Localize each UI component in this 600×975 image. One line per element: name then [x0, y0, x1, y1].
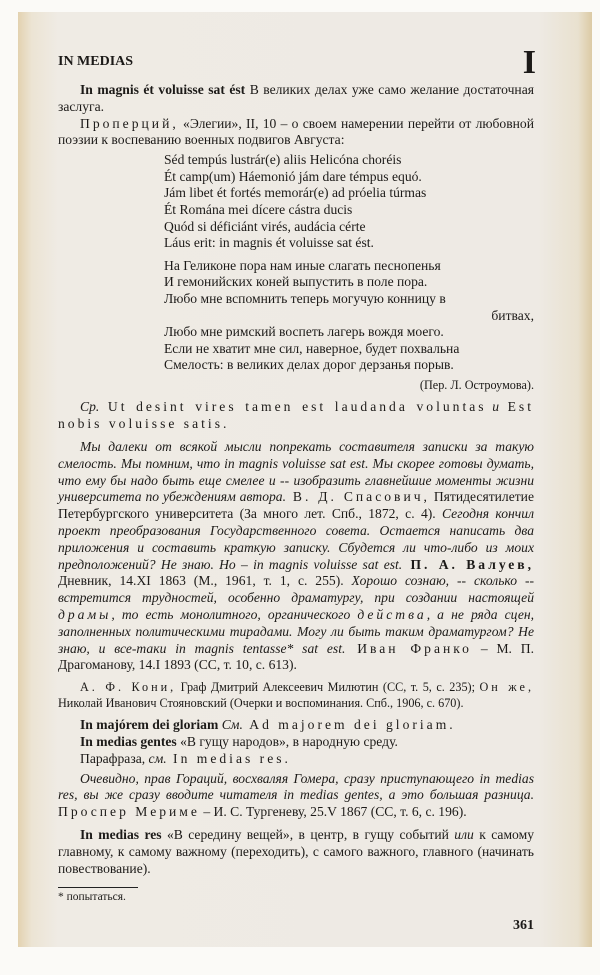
- paraphrase-note: [58, 751, 534, 768]
- cf-label: Ср.: [80, 399, 100, 415]
- verse-line: Любо мне римский воспеть лагерь вождя моего.: [164, 324, 444, 340]
- merimee-quote: [58, 771, 534, 821]
- verse-line: Jám libet ét fortés memorár(e) ad próelia túrmas: [164, 185, 427, 201]
- quote-source: – И. С. Тургеневу, 25.V 1867 (СС, т. 6, с. 196).: [199, 804, 467, 820]
- cf-phrase: Ut desint vires tamen est laudanda voluntas: [99, 399, 487, 415]
- entry-in-medias-gentes: [58, 734, 534, 751]
- quote: Сегодня кончил проект преобразования Государственного совета. Остается написать два приложения и составить краткую записку. Сбудется ли что-либо из моих предположений? Не знаю. Но – in magnis voluisse sat est.: [58, 506, 535, 572]
- running-title: IN MEDIAS: [58, 54, 134, 69]
- see-label: см.: [148, 750, 167, 766]
- ref-text: Николай Иванович Стояновский (Очерки и воспоминания. Спб., 1906, с. 670).: [58, 695, 464, 710]
- translation: «В середину вещей», в центр, в гущу событий: [161, 826, 455, 842]
- compare-paragraph: [58, 399, 534, 433]
- see-label: См.: [218, 717, 243, 733]
- text-column: [58, 0, 534, 935]
- page-number: 361: [513, 918, 534, 934]
- ref-same: Он же,: [479, 680, 534, 695]
- quote: Мы далеки от всякой мысли попрекать составителя записки за такую смелость. Мы помним, что in magnis voluisse sat est. Мы скорее готовы думать, что ему бы надо быть еще смелее и -- изобразить главнейшие моменты жизни университета по убеждениям автора.: [58, 439, 534, 505]
- source-paragraph: [58, 116, 534, 150]
- quote: , то есть монолитного, органического: [111, 606, 358, 622]
- quote: Очевидно, прав Гораций, восхваляя Гомера, сразу приступающего in medias res, вы же сразу вводите читателя in medias gentes, а это большая разница.: [58, 770, 534, 803]
- translator-credit: (Пер. Л. Остроумова).: [419, 377, 534, 392]
- quote: , а не ряда сцен, заполненных политическими тирадами. Могу ли быть таким драматургом? Не знаю, и все-таки in magnis tentasse* sat est.: [58, 606, 534, 656]
- entry-in-medias-res: [58, 827, 534, 877]
- quote-emph: драмы: [58, 606, 112, 622]
- headword: In medias res: [80, 826, 162, 842]
- footnote-rule: [58, 887, 138, 888]
- source-text: «Элегии», II, 10 – о своем намерении перейти от любовной поэзии к воспеванию военных подвигов Августа:: [58, 115, 534, 148]
- section-letter: I: [522, 44, 536, 81]
- footnote-mark: *: [58, 891, 64, 904]
- cross-reference: In medias res.: [166, 750, 291, 766]
- source-author: Проперций,: [80, 115, 179, 131]
- ref-author: А. Ф. Кони,: [80, 680, 177, 695]
- verse-line: На Геликоне пора нам иные слагать песнопенья: [164, 257, 441, 273]
- entry-in-majorem: [58, 717, 534, 734]
- ref-text: Граф Дмитрий Алексеевич Милютин (СС, т. 5, с. 235);: [176, 680, 480, 695]
- translation: В великих делах уже само желание достаточная заслуга.: [58, 82, 534, 114]
- verse-line: Любо мне вспомнить теперь могучую конницу в: [164, 290, 446, 306]
- or-label: или: [454, 826, 474, 842]
- note: Парафраза,: [80, 750, 149, 766]
- headword: In majórem dei gloriam: [80, 717, 219, 733]
- quote-source: Пятидесятилетие Петербургского университета (За много лет. Спб., 1872, с. 4).: [58, 489, 534, 522]
- verse-line: Смелость: в великих делах дорог дерзанья порыв.: [164, 357, 454, 373]
- verse-line: Quód si déficiánt virés, audácia cérte: [164, 218, 366, 234]
- cf-and: и: [492, 399, 499, 415]
- verse-line: И гемонийских коней выпустить в поле пора.: [164, 274, 428, 290]
- quote-author: Проспер Мериме: [58, 804, 200, 820]
- verse-line: Ét camp(um) Háemonió jám dare témpus equó.: [164, 168, 422, 184]
- headword: In magnis ét voluisse sat ést: [80, 82, 246, 97]
- cross-reference: Ad majorem dei gloriam.: [242, 717, 456, 733]
- references-paragraph: [58, 680, 534, 711]
- quote-emph: действа: [357, 606, 427, 622]
- quote-source: Дневник, 14.XI 1863 (М., 1961, т. 1, с. 255).: [58, 573, 352, 589]
- quote-author: В. Д. Спасович,: [286, 489, 430, 505]
- page-header: [58, 44, 534, 82]
- translation: к самому главному, к самому важному (переходить), с самого важного, главного (начинать повествование).: [58, 826, 534, 876]
- russian-verse: [164, 258, 534, 394]
- footnote: [58, 890, 534, 904]
- verse-line: Láus erit: in magnis ét voluisse sat ést.: [164, 235, 374, 251]
- verse-line: Если не хватит мне сил, наверное, будет похвальна: [164, 340, 460, 356]
- entry-in-magnis: [58, 82, 534, 116]
- quote-source: – М. П. Драгоманову, 14.I 1893 (СС, т. 10, с. 613).: [58, 640, 534, 673]
- headword: In medias gentes: [80, 733, 177, 749]
- verse-line: Séd tempús lustrár(e) aliis Helicóna choréis: [164, 152, 402, 168]
- translation: «В гущу народов», в народную среду.: [176, 733, 398, 749]
- cf-phrase: Est nobis voluisse satis.: [58, 399, 534, 432]
- footnote-text: попытаться.: [63, 891, 126, 904]
- quote-author: П. А. Валуев,: [402, 556, 534, 572]
- latin-verse: [164, 152, 534, 252]
- verse-line: битвах,: [491, 307, 534, 323]
- quote: Хорошо сознаю, -- сколько -- встретится трудностей, особенно драматургу, при создании настоящей: [58, 573, 535, 606]
- quotations-paragraph: [58, 439, 534, 674]
- verse-line: Ét Romána mei dícere cástra ducis: [164, 201, 353, 217]
- quote-author: Иван Франко: [345, 640, 472, 656]
